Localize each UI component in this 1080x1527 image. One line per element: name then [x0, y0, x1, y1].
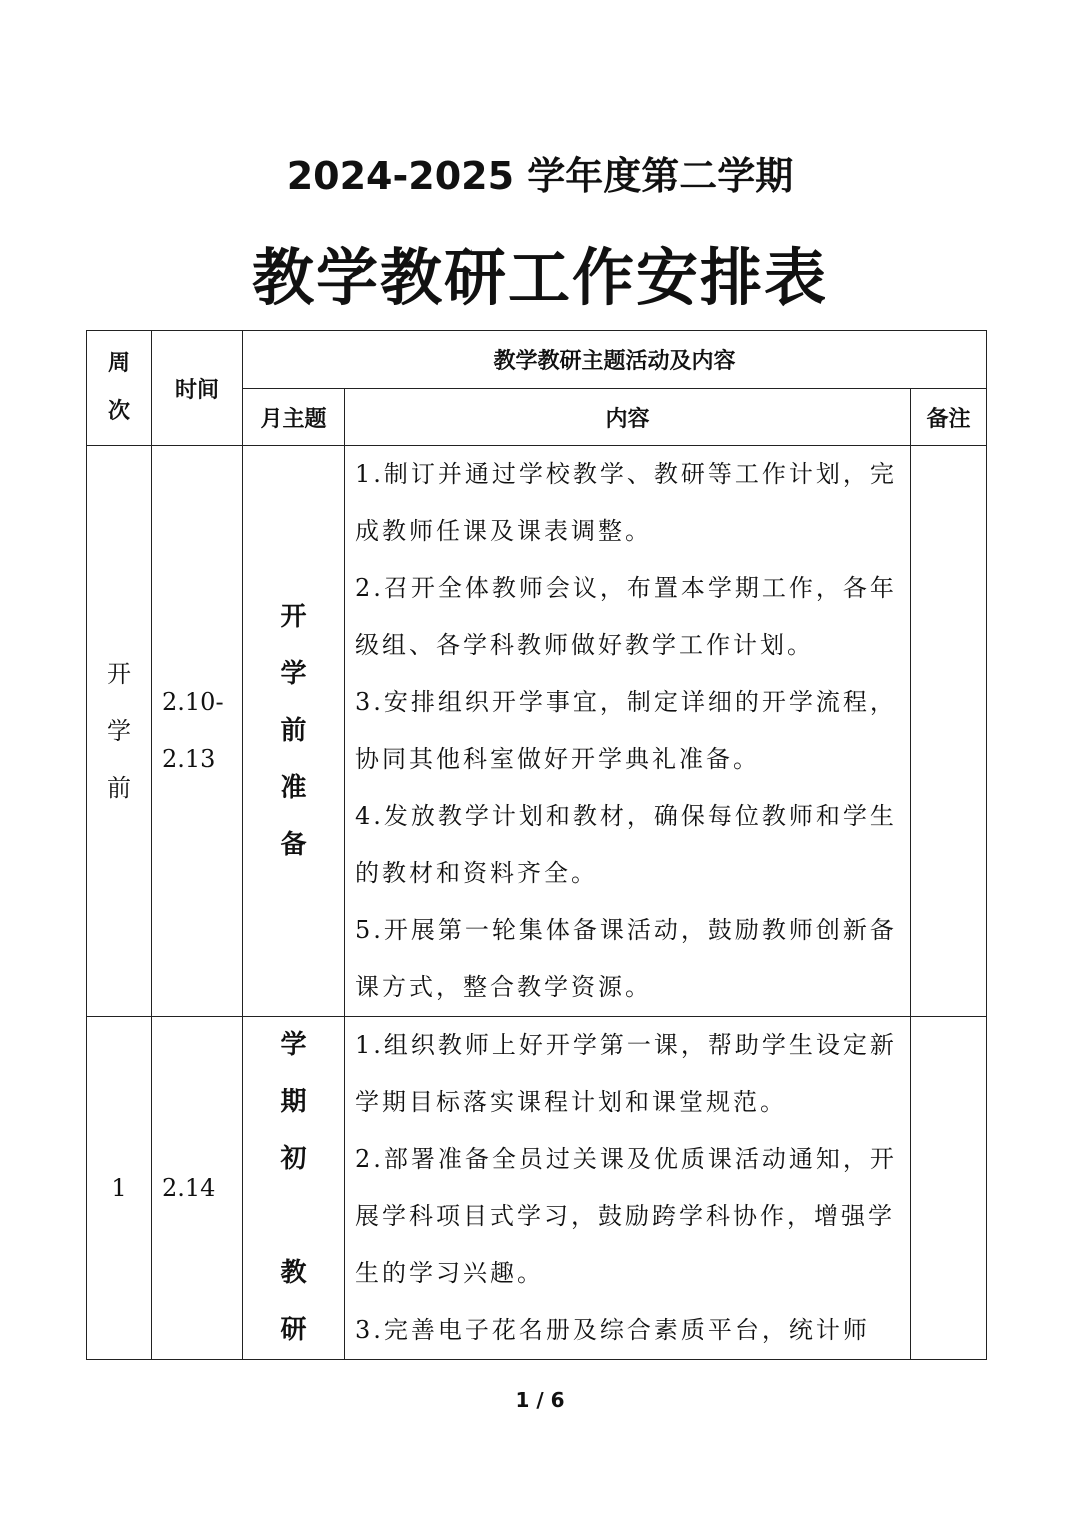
theme-cell: [243, 1017, 345, 1360]
header-note: 备注: [911, 389, 987, 446]
date-line: 2.13: [162, 745, 216, 773]
page-number: 1 / 6: [515, 1388, 565, 1412]
week-cell: 1: [87, 1017, 152, 1360]
content-item: 2.召开全体教师会议，布置本学期工作，各年级组、各学科教师做好教学工作计划。: [355, 574, 897, 659]
week-cell: [87, 446, 152, 1017]
note-cell: [911, 446, 987, 1017]
content-item: 3.完善电子花名册及综合素质平台，统计师: [355, 1316, 870, 1344]
content-cell: [345, 446, 911, 1017]
week-char: 学: [107, 716, 131, 745]
date-cell: [152, 446, 243, 1017]
theme-char: 开: [280, 601, 307, 632]
content-item: 2.部署准备全员过关课及优质课活动通知，开展学科项目式学习，鼓励跨学科协作，增强学生的学习兴趣。: [355, 1145, 897, 1287]
content-item: 5.开展第一轮集体备课活动，鼓励教师创新备课方式，整合教学资源。: [355, 916, 897, 1001]
table-row: [87, 446, 987, 1017]
document-subtitle: 2024-2025 学年度第二学期: [286, 154, 794, 198]
document-title: 教学教研工作安排表: [251, 241, 828, 314]
theme-char: 准: [280, 772, 307, 803]
date-line: 2.10-: [162, 688, 224, 716]
content-item: 4.发放教学计划和教材，确保每位教师和学生的教材和资料齐全。: [355, 802, 897, 887]
schedule-table: [86, 330, 987, 1360]
theme-char: 学: [280, 1030, 307, 1060]
header-activities: 教学教研主题活动及内容: [243, 331, 987, 389]
date-cell: 2.14: [152, 1017, 243, 1360]
note-cell: [911, 1017, 987, 1360]
week-char: 前: [107, 773, 131, 802]
header-time: 时间: [152, 331, 243, 446]
theme-char: 备: [280, 829, 307, 860]
theme-char: 研: [280, 1315, 307, 1345]
theme-char: 学: [280, 658, 307, 689]
content-cell: [345, 1017, 911, 1360]
header-theme: 月主题: [243, 389, 345, 446]
table-row: [87, 1017, 987, 1360]
week-char: 开: [107, 659, 131, 688]
header-week-char-2: 次: [107, 399, 130, 424]
theme-char: 教: [280, 1258, 307, 1288]
theme-char: 前: [280, 715, 307, 746]
content-item: 1.组织教师上好开学第一课，帮助学生设定新学期目标落实课程计划和课堂规范。: [355, 1031, 897, 1116]
theme-char: 期: [280, 1087, 307, 1117]
content-item: 3.安排组织开学事宜，制定详细的开学流程，协同其他科室做好开学典礼准备。: [355, 688, 897, 773]
theme-cell: [243, 446, 345, 1017]
theme-char: 初: [280, 1144, 307, 1174]
header-week-char-1: 周: [107, 351, 130, 376]
header-content: 内容: [345, 389, 911, 446]
header-week: [87, 331, 152, 446]
theme-spacer: [280, 1188, 306, 1245]
content-item: 1.制订并通过学校教学、教研等工作计划，完成教师任课及课表调整。: [355, 460, 897, 545]
